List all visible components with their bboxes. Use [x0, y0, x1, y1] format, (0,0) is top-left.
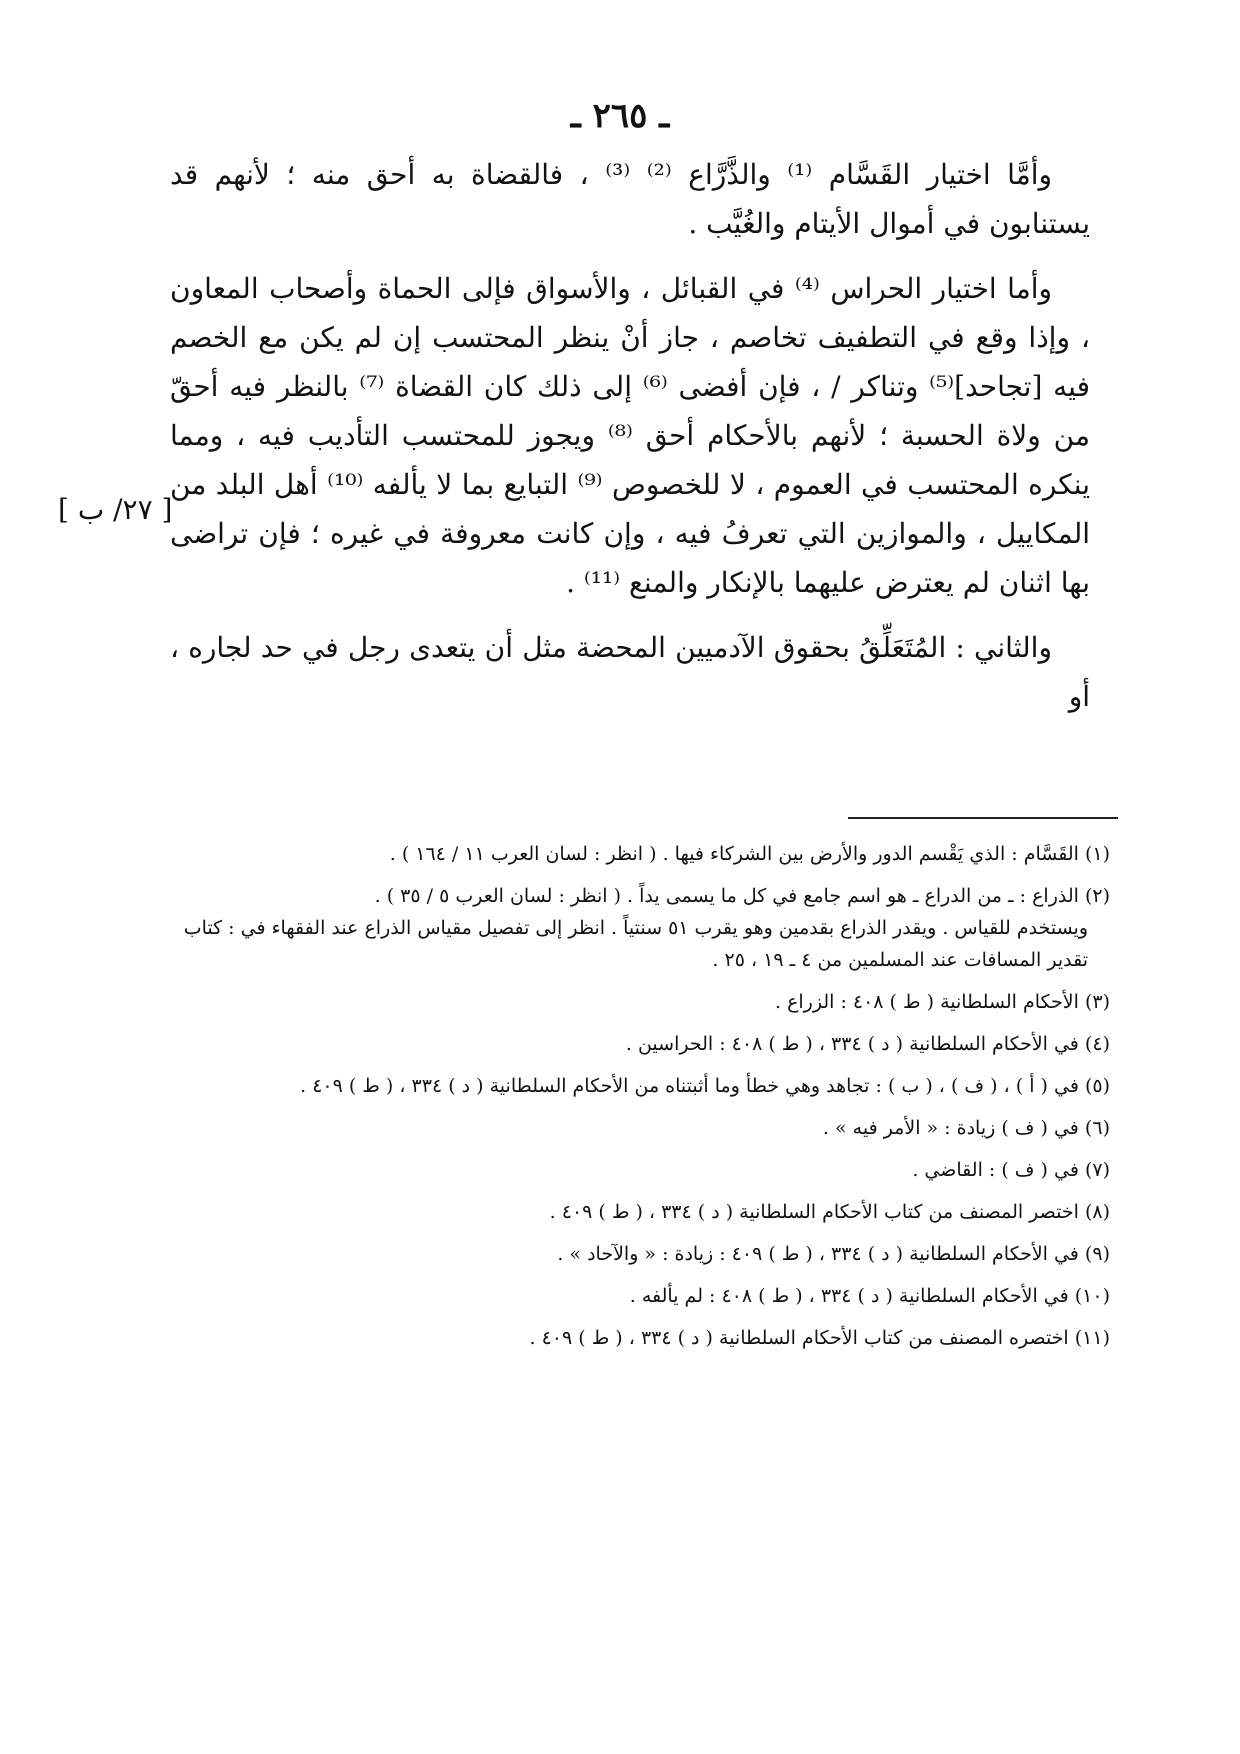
footnote-3: (٣) الأحكام السلطانية ( ط ) ٤٠٨ : الزراع .: [774, 991, 1110, 1013]
paragraph-2: وأما اختيار الحراس ⁽⁴⁾ في القبائل ، والأسواق فإلى الحماة وأصحاب المعاون ، وإذا وقع في التطفيف تخاصم ، جاز أنْ ينظر المحتسب إن لم يكن مع الخصم فيه [تجاحد]⁽⁵⁾ وتناكر / ، فإن أفضى ⁽⁶⁾ إلى ذلك كان القضاة ⁽⁷⁾ بالنظر فيه أحقّ من ولاة الحسبة ؛ لأنهم بالأحكام أحق ⁽⁸⁾ ويجوز للمحتسب التأديب فيه ، ومما ينكره المحتسب في العموم ، لا للخصوص ⁽⁹⁾ التبايع بما لا يألفه ⁽¹⁰⁾ أهل البلد من المكاييل ، والموازين التي تعرفُ فيه ، وإن كانت معروفة في غيره ؛ فإن تراضى بها اثنان لم يعترض عليهما بالإنكار والمنع ⁽¹¹⁾ .: [170, 272, 1091, 599]
footnote-8: (٨) اختصر المصنف من كتاب الأحكام السلطانية ( د ) ٣٣٤ ، ( ط ) ٤٠٩ .: [549, 1201, 1110, 1223]
footnote-7: (٧) في ( ف ) : القاضي .: [912, 1159, 1110, 1181]
folio-marker: [ ٢٧/ ب ]: [58, 493, 173, 526]
footnote-6: (٦) في ( ف ) زيادة : « الأمر فيه » .: [822, 1117, 1110, 1139]
page-number: ـ ٢٦٥ ـ: [570, 96, 670, 136]
footnote-10: (١٠) في الأحكام السلطانية ( د ) ٣٣٤ ، ( ط ) ٤٠٨ : لم يألفه .: [629, 1285, 1110, 1307]
footnote-1: (١) القَسَّام : الذي يَقْسم الدور والأرض بين الشركاء فيها . ( انظر : لسان العرب ١١ / ١٦٤ ) .: [389, 843, 1110, 865]
footnote-5: (٥) في ( أ ) ، ( ف ) ، ( ب ) : تجاهد وهي خطأ وما أثبتناه من الأحكام السلطانية ( د ) ٣٣٤ ، ( ط ) ٤٠٩ .: [300, 1075, 1110, 1097]
footnote-2: (٢) الذراع : ـ من الدراع ـ هو اسم جامع في كل ما يسمى يداً . ( انظر : لسان العرب ٥ / ٣٥ ) .: [374, 885, 1110, 907]
footnote-divider: [848, 817, 1118, 819]
footnote-11: (١١) اختصره المصنف من كتاب الأحكام السلطانية ( د ) ٣٣٤ ، ( ط ) ٤٠٩ .: [529, 1327, 1110, 1349]
main-text: [170, 150, 1090, 737]
footnote-2-continuation: ويستخدم للقياس . ويقدر الذراع بقدمين وهو يقرب ٥١ سنتياً . انظر إلى تفصيل مقياس الذراع عند الفقهاء في : كتاب تقدير المسافات عند المسلمين من ٤ ـ ١٩ ، ٢٥ .: [183, 917, 1088, 971]
paragraph-1: وأمَّا اختيار القَسَّام ⁽¹⁾ والذَّرَّاع ⁽²⁾ ⁽³⁾ ، فالقضاة به أحق منه ؛ لأنهم قد يستنابون في أموال الأيتام والغُيَّب .: [170, 158, 1090, 240]
footnote-4: (٤) في الأحكام السلطانية ( د ) ٣٣٤ ، ( ط ) ٤٠٨ : الحراسين .: [625, 1033, 1110, 1055]
paragraph-3: والثاني : المُتَعَلِّقُ بحقوق الآدميين المحضة مثل أن يتعدى رجل في حد لجاره ، أو: [170, 631, 1090, 713]
footnote-9: (٩) في الأحكام السلطانية ( د ) ٣٣٤ ، ( ط ) ٤٠٩ : زيادة : « والآحاد » .: [557, 1243, 1110, 1265]
footnotes: [180, 838, 1110, 1364]
